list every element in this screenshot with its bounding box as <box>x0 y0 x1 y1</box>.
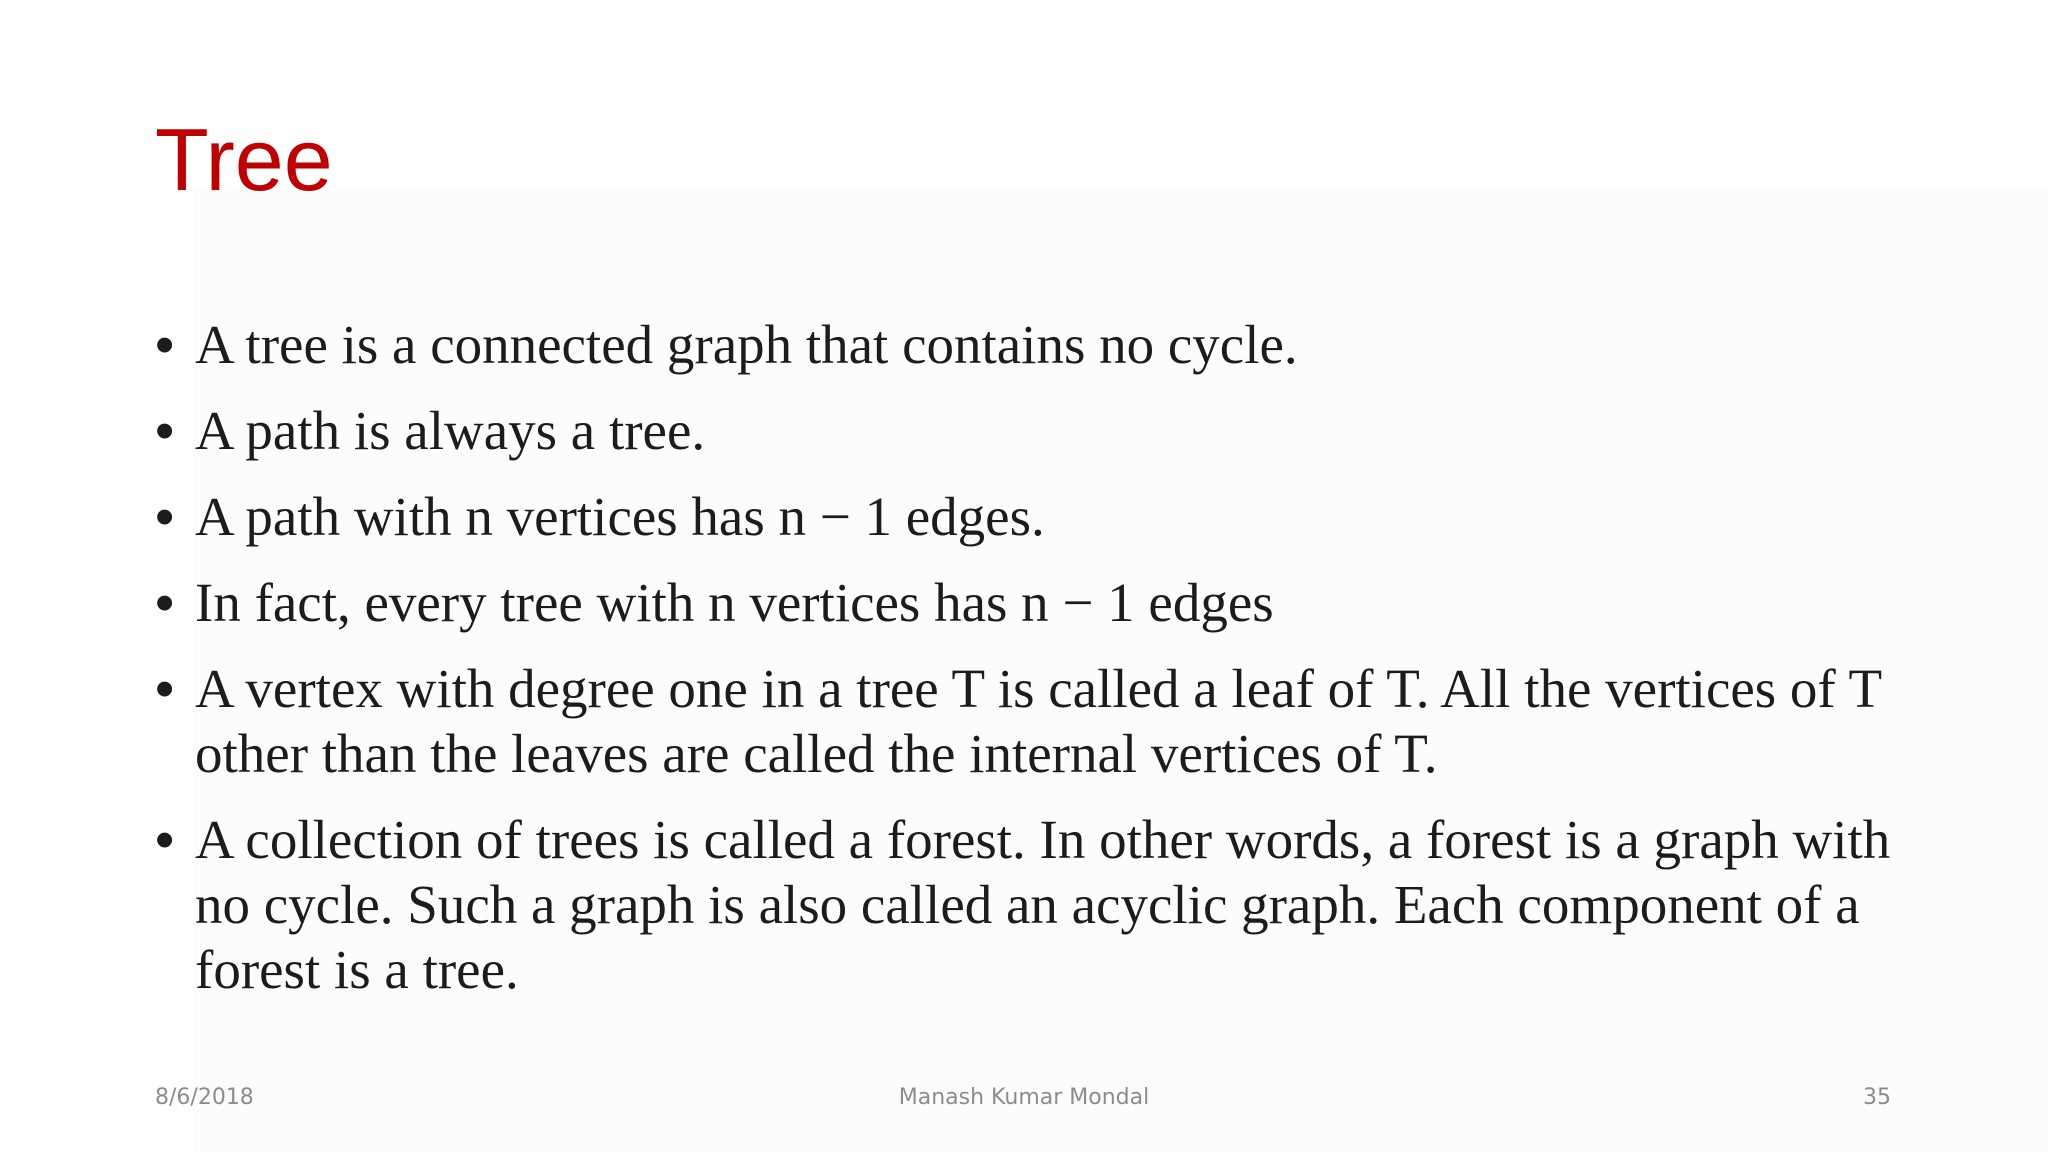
bullet-item <box>155 312 1915 377</box>
bullet-dot-icon: • <box>155 657 175 719</box>
bullet-item <box>155 807 1915 1002</box>
bullet-text: A path with n vertices has n − 1 edges. <box>195 486 1045 547</box>
bullet-dot-icon: • <box>155 571 175 633</box>
bullet-dot-icon: • <box>155 485 175 547</box>
footer-author: Manash Kumar Mondal <box>898 1085 1150 1110</box>
bullet-item <box>155 484 1915 549</box>
slide-title: Tree <box>155 110 333 209</box>
bullet-list <box>155 312 1915 1023</box>
bullet-text: A path is always a tree. <box>195 400 706 461</box>
bullet-dot-icon: • <box>155 808 175 870</box>
bullet-dot-icon: • <box>155 399 175 461</box>
footer-page-number: 35 <box>1863 1085 1891 1110</box>
bullet-dot-icon: • <box>155 313 175 375</box>
bullet-text: A vertex with degree one in a tree T is called a leaf of T. All the vertices of T other than the leaves are called the internal vertices of T. <box>195 658 1882 784</box>
bullet-item <box>155 656 1915 786</box>
footer-date: 8/6/2018 <box>155 1085 254 1110</box>
bullet-text: A collection of trees is called a forest. In other words, a forest is a graph with no cycle. Such a graph is also called an acyclic graph. Each component of a forest is a tree. <box>195 809 1891 1000</box>
bullet-item <box>155 398 1915 463</box>
bullet-text: A tree is a connected graph that contains no cycle. <box>195 314 1298 375</box>
bullet-item <box>155 570 1915 635</box>
bullet-text: In fact, every tree with n vertices has n − 1 edges <box>195 572 1274 633</box>
